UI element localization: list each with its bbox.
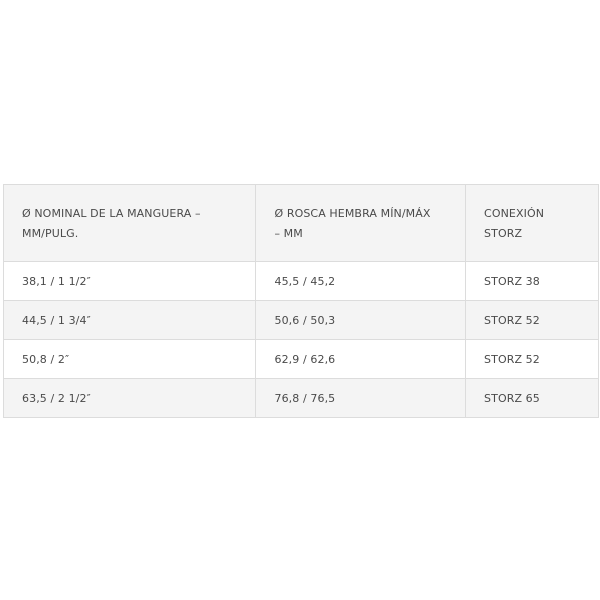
cell-nominal-diameter: 38,1 / 1 1/2″ <box>4 262 256 301</box>
table-header-row <box>4 185 599 262</box>
cell-storz-connection: STORZ 65 <box>466 379 599 418</box>
table-row <box>4 262 599 301</box>
spec-table <box>3 184 599 418</box>
cell-thread-diameter: 76,8 / 76,5 <box>256 379 466 418</box>
cell-nominal-diameter: 63,5 / 2 1/2″ <box>4 379 256 418</box>
table-row <box>4 301 599 340</box>
header-nominal-diameter: Ø NOMINAL DE LA MANGUERA – MM/PULG. <box>4 185 256 262</box>
cell-thread-diameter: 62,9 / 62,6 <box>256 340 466 379</box>
header-thread-diameter: Ø ROSCA HEMBRA MÍN/MÁX – MM <box>256 185 466 262</box>
cell-thread-diameter: 45,5 / 45,2 <box>256 262 466 301</box>
cell-storz-connection: STORZ 38 <box>466 262 599 301</box>
table-row <box>4 379 599 418</box>
cell-thread-diameter: 50,6 / 50,3 <box>256 301 466 340</box>
table-row <box>4 340 599 379</box>
cell-storz-connection: STORZ 52 <box>466 340 599 379</box>
cell-nominal-diameter: 44,5 / 1 3/4″ <box>4 301 256 340</box>
header-storz-connection: CONEXIÓN STORZ <box>466 185 599 262</box>
cell-storz-connection: STORZ 52 <box>466 301 599 340</box>
cell-nominal-diameter: 50,8 / 2″ <box>4 340 256 379</box>
